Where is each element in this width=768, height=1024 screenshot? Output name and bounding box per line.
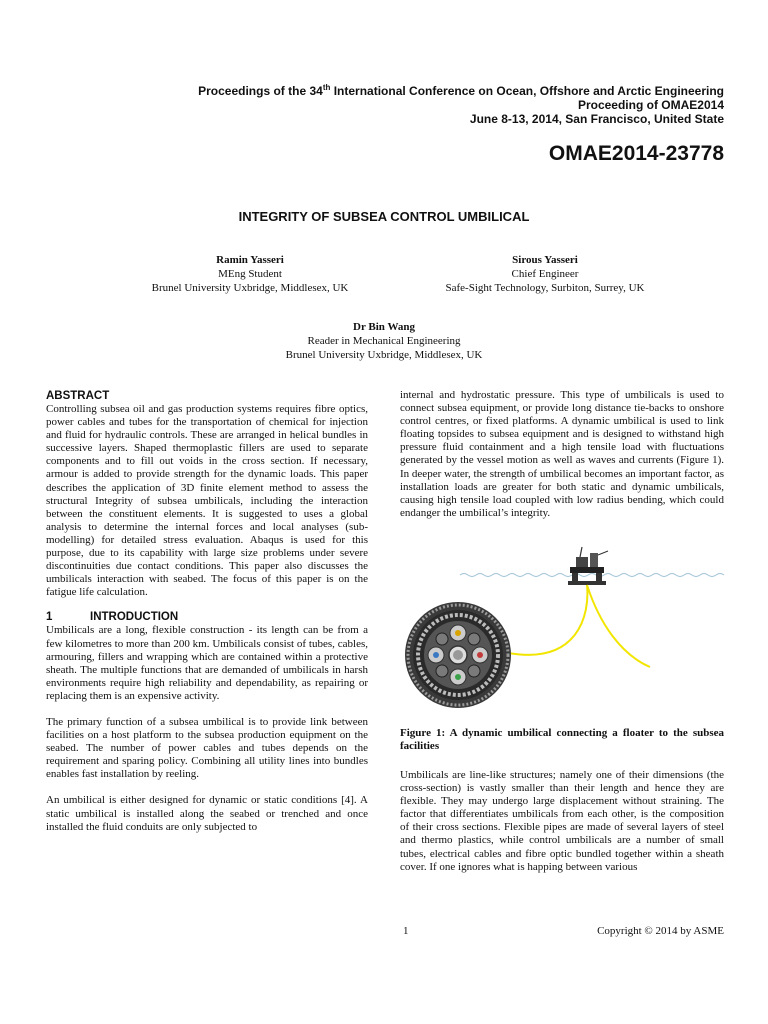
introduction-heading — [46, 610, 368, 624]
proceeding-of: Proceeding of OMAE2014 — [577, 98, 724, 112]
offshore-platform-icon — [568, 547, 608, 585]
author-3 — [234, 320, 534, 362]
right-column-bottom — [400, 769, 724, 874]
author-affiliation: Brunel University Uxbridge, Middlesex, UK — [285, 349, 483, 361]
copyright: Copyright © 2014 by ASME — [597, 925, 724, 937]
author-2 — [400, 253, 690, 295]
page-number: 1 — [403, 925, 409, 937]
abstract-heading: ABSTRACT — [46, 390, 110, 402]
paper-id: OMAE2014-23778 — [548, 142, 724, 165]
author-name: Sirous Yasseri — [512, 254, 578, 266]
author-role: Chief Engineer — [511, 268, 579, 280]
abstract-text: Controlling subsea oil and gas production systems requires fibre optics, power cables and tubes for the transportation of chemical for injection and fluid for hydraulic controls. These are arranged in helical bundles in successive layers. Shaped thermoplastic fillers are used to separate components and to fill out voids in the cross section. If necessary, armour is added to provide strength for the dynamic loads. This paper describes the application of 3D finite element method to assess the structural Integrity of subsea umbilicals, including the interaction between the constituent elements. It is suggested to uses a global analysis to determine the internal forces and local analyses (sub-modelling) for detailed stress evaluation. Abaqus is used for this purpose, due to its capability with large size problems under severe discontinuities due contact conditions. This paper also discusses the umbilicals interaction with seabed. The focus of this paper is on the fatigue life calculation. — [46, 403, 368, 599]
author-role: Reader in Mechanical Engineering — [307, 335, 461, 347]
figure-1 — [400, 545, 730, 720]
right-paragraph-1: internal and hydrostatic pressure. This type of umbilicals is used to connect subsea equipment, or provide long distance tie-backs to onshore control centres, or fixed platforms. A dynamic umbilical is used to link floating topsides to subsea equipment and is designed to withstand high pressure fluid containment and a high tensile load with fluctuations generated by the vessel motion as well as waves and currents (Figure 1). In deeper water, the strength of umbilical becomes an important factor, as installation loads are greater for both static and dynamic umbilicals, causing high tensile load coupled with low radius bending, which could endanger the umbilical’s integrity. — [400, 389, 724, 519]
section-number: 1 — [46, 611, 53, 624]
author-name: Dr Bin Wang — [353, 321, 415, 333]
author-affiliation: Safe-Sight Technology, Surbiton, Surrey, UK — [445, 282, 645, 294]
umbilical-line-seabed — [587, 585, 650, 667]
proceedings-line: Proceedings of the 34th International Conference on Ocean, Offshore and Arctic Engineering — [198, 83, 724, 98]
left-column — [46, 389, 368, 834]
right-column-top — [400, 389, 724, 520]
conference-dates: June 8-13, 2014, San Francisco, United State — [469, 112, 724, 126]
intro-paragraph-3: An umbilical is either designed for dynamic or static conditions [4]. A static umbilical is installed along the seabed or trenched and once installed the fluid conduits are only subjected to — [46, 794, 368, 833]
section-title: INTRODUCTION — [90, 611, 179, 624]
water-surface — [460, 574, 724, 577]
intro-paragraph-1: Umbilicals are a long, flexible construction - its length can be from a few kilometres to more than 200 km. Umbilicals consist of tubes, cables, armouring, fillers and wrapping which are contained within a protective sheath. The multiple functions that are demanded of umbilicals in harsh environments require high reliability and dependability, as repairing or replacing them is an expensive activity. — [46, 624, 368, 702]
figure-1-caption: Figure 1: A dynamic umbilical connecting a floater to the subsea facilities — [400, 727, 724, 752]
author-1 — [110, 253, 390, 295]
author-role: MEng Student — [218, 268, 282, 280]
umbilical-cross-section-icon — [405, 602, 511, 708]
right-paragraph-2: Umbilicals are line-like structures; namely one of their dimensions (the cross-section) is vastly smaller than their length and hence they are flexible. They may undergo large displacement without straining. The factor that differentiates umbilicals from each other, is the composition of their cross sections. Flexible pipes are made of several layers of steel and thermo plastics, while control umbilicals are a number of small tubes, electrical cables and fibre optic bundled together within a sheath cover. If one ignores what is happing between various — [400, 769, 724, 873]
paper-title: INTEGRITY OF SUBSEA CONTROL UMBILICAL — [238, 209, 530, 224]
umbilical-line — [508, 585, 587, 655]
author-name: Ramin Yasseri — [216, 254, 284, 266]
intro-paragraph-2: The primary function of a subsea umbilical is to provide link between facilities on a host platform to the subsea production equipment on the seabed. The number of power cables and tubes depends on the requirement and sparing policy. Combining all utility lines into bundles enables fast installation by reeling. — [46, 715, 368, 781]
author-affiliation: Brunel University Uxbridge, Middlesex, UK — [151, 282, 349, 294]
